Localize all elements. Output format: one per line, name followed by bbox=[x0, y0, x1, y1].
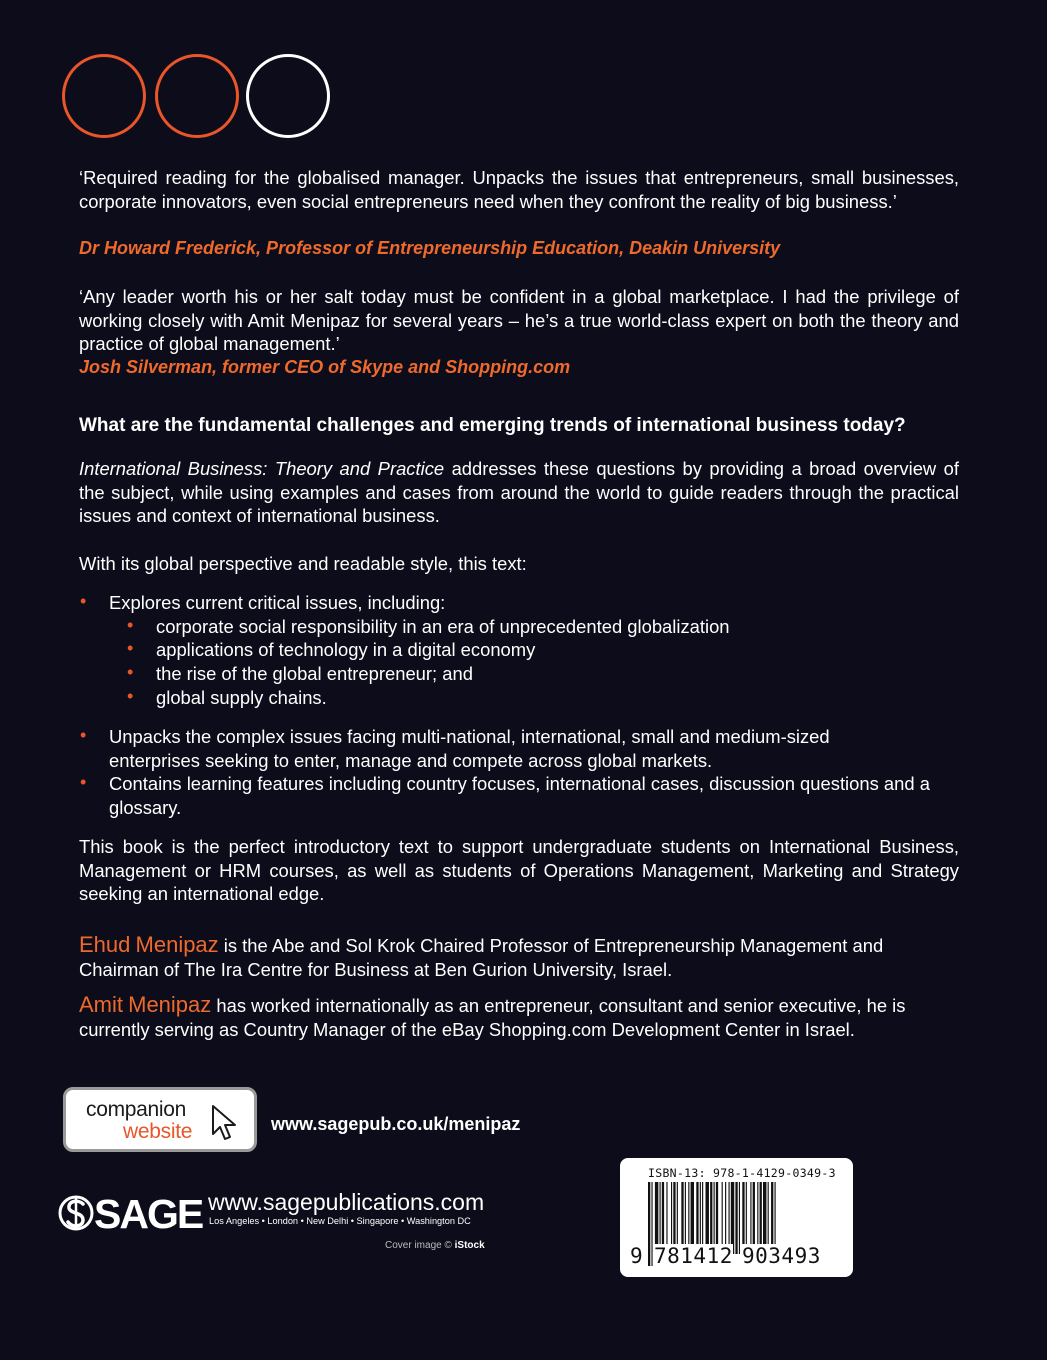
bullet-1-text: Explores current critical issues, including: bbox=[109, 592, 446, 613]
barcode-bar bbox=[735, 1182, 737, 1254]
sub-bullet-3: the rise of the global entrepreneur; and bbox=[156, 663, 473, 684]
orange-ring-1 bbox=[62, 54, 146, 138]
website-label: website bbox=[123, 1120, 193, 1143]
sub-bullet-4: global supply chains. bbox=[156, 687, 327, 708]
bullet-dot-1: • bbox=[80, 591, 87, 611]
cover-credit-source: iStock bbox=[454, 1240, 485, 1251]
author-1-bio bbox=[79, 933, 959, 981]
sub-bullet-dot: • bbox=[127, 615, 134, 635]
sub-bullet-dot: • bbox=[127, 638, 134, 658]
lead-in-text: With its global perspective and readable style, this text: bbox=[79, 553, 527, 574]
isbn-label: ISBN-13: 978-1-4129-0349-3 bbox=[648, 1166, 836, 1180]
cover-credit-label: Cover image © bbox=[385, 1240, 452, 1251]
isbn-digit-group-2: 903493 bbox=[742, 1244, 821, 1268]
sage-logo bbox=[58, 1190, 202, 1238]
companion-label: companion bbox=[86, 1098, 187, 1121]
quote-1-text: ‘Required reading for the globalised manager. Unpacks the issues that entrepreneurs, small businesses, corporate innovators, even social entrepreneurs need when they confront the reality of big business.’ bbox=[79, 167, 959, 212]
sage-logo-text: SAGE bbox=[94, 1191, 203, 1237]
author-1-last-name: Menipaz bbox=[135, 932, 219, 957]
bullet-2-text: Unpacks the complex issues facing multi-national, international, small and medium-sized enterprises seeking to enter, manage and compete across global markets. bbox=[109, 726, 830, 771]
closing-paragraph: This book is the perfect introductory text to support undergraduate students on International Business, Management or HRM courses, as well as students of Operations Management, Marketing and Strategy seeking an international edge. bbox=[79, 836, 959, 905]
author-1-first-name: Ehud bbox=[79, 932, 131, 957]
publisher-cities: Los Angeles • London • New Delhi • Singapore • Washington DC bbox=[209, 1216, 471, 1226]
cursor-arrow-icon bbox=[211, 1104, 241, 1144]
barcode-bar bbox=[651, 1182, 652, 1266]
author-1-bio-text: is the Abe and Sol Krok Chaired Professor of Entrepreneurship Management and Chairman of The Ira Centre for Business at Ben Gurion University, Israel. bbox=[79, 935, 884, 980]
barcode-bar bbox=[739, 1182, 740, 1254]
intro-paragraph bbox=[79, 457, 959, 528]
white-ring bbox=[246, 54, 330, 138]
sub-bullet-dot: • bbox=[127, 662, 134, 682]
sub-bullet-1: corporate social responsibility in an era of unprecedented globalization bbox=[156, 616, 730, 637]
companion-website-badge[interactable] bbox=[63, 1087, 257, 1152]
barcode-bar bbox=[648, 1182, 650, 1266]
bullet-dot-2: • bbox=[80, 725, 87, 745]
companion-url-link[interactable]: www.sagepub.co.uk/menipaz bbox=[271, 1114, 521, 1134]
quote-2-source: Josh Silverman, former CEO of Skype and Shopping.com bbox=[79, 357, 571, 377]
bullet-dot-3: • bbox=[80, 772, 87, 792]
orange-ring-2 bbox=[155, 54, 239, 138]
book-title: International Business: Theory and Practice bbox=[79, 458, 445, 479]
author-2-bio bbox=[79, 993, 959, 1041]
quote-1-source: Dr Howard Frederick, Professor of Entrepreneurship Education, Deakin University bbox=[79, 238, 781, 258]
bullet-3-text: Contains learning features including country focuses, international cases, discussion questions and a glossary. bbox=[109, 773, 930, 818]
isbn-lead-digit: 9 bbox=[630, 1244, 643, 1268]
sub-bullet-dot: • bbox=[127, 686, 134, 706]
section-heading: What are the fundamental challenges and emerging trends of international business today? bbox=[79, 415, 906, 436]
quote-2-text: ‘Any leader worth his or her salt today must be confident in a global marketplace. I had the privilege of working closely with Amit Menipaz for several years – he’s a true world-class expert on both the theory and practice of global management.’ bbox=[79, 286, 959, 355]
publisher-website[interactable]: www.sagepublications.com bbox=[208, 1189, 485, 1215]
author-2-bio-text: has worked internationally as an entrepreneur, consultant and senior executive, he is currently serving as Country Manager of the eBay Shopping.com Development Center in Israel. bbox=[79, 995, 906, 1040]
author-2-first-name: Amit bbox=[79, 992, 123, 1017]
intro-rest: addresses these questions by providing a broad overview of the subject, while using examples and cases from around the world to guide readers through the practical issues and context of international business. bbox=[79, 458, 959, 527]
cover-image-credit bbox=[385, 1240, 485, 1251]
author-2-last-name: Menipaz bbox=[128, 992, 212, 1017]
sub-bullet-2: applications of technology in a digital economy bbox=[156, 639, 536, 660]
isbn-digit-group-1: 781412 bbox=[654, 1244, 733, 1268]
